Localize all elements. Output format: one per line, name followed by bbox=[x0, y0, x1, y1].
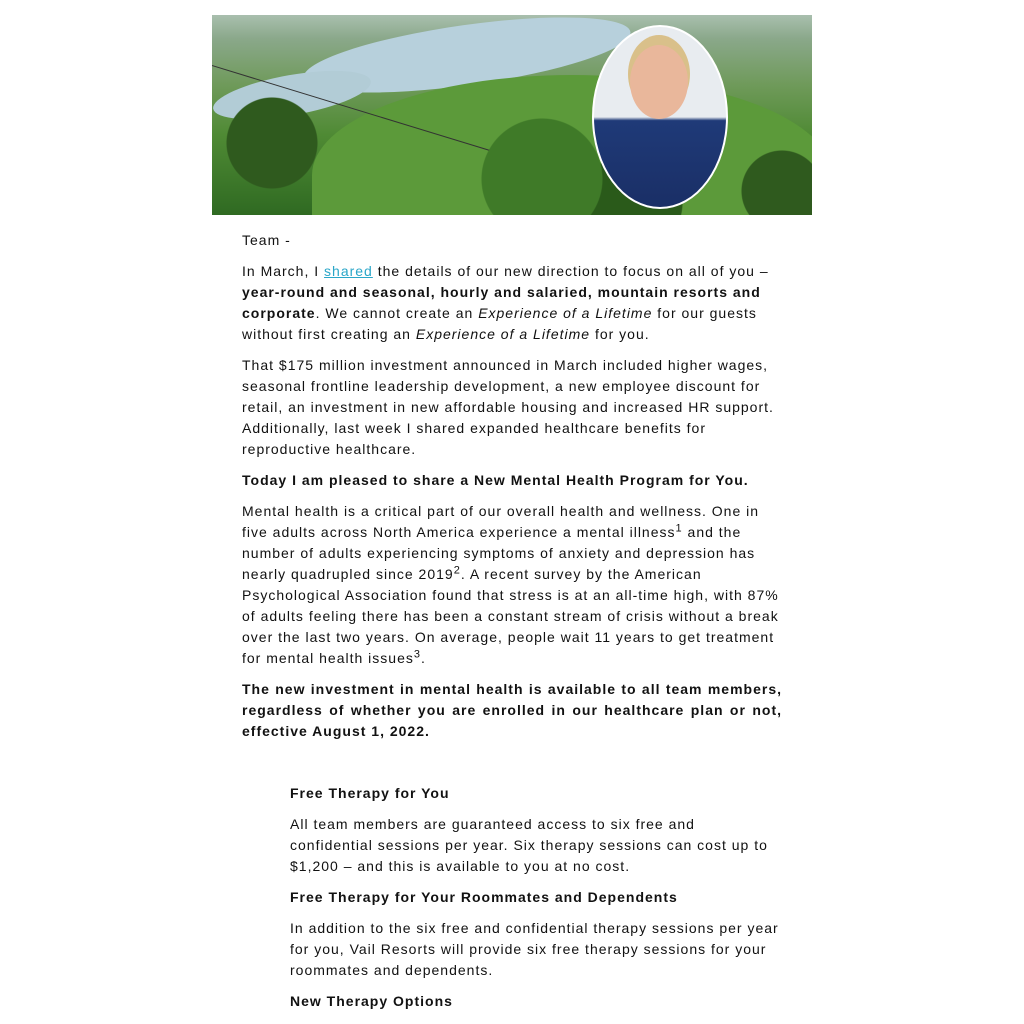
section-body: All team members are guaranteed access to six free and confidential sessions per year. Six therapy sessions can cost up to $1,200 – and this is available to you at no cost. bbox=[290, 816, 768, 874]
bold-text: year-round and seasonal, hourly and salaried, mountain resorts and corporate bbox=[242, 284, 761, 321]
text: for our guests without first creating an bbox=[242, 305, 757, 342]
text: the details of our new direction to focus on all of you – bbox=[372, 263, 769, 279]
text: Mental health is a critical part of our overall health and wellness. One in five adults across North America experience a mental illness bbox=[242, 503, 760, 540]
footnote-ref: 3 bbox=[413, 648, 421, 661]
section-body: In addition to the six free and confidential therapy sessions per year for you, Vail Resorts will provide six free therapy sessions for your roommates and dependents. bbox=[290, 920, 779, 978]
benefits-list bbox=[242, 783, 782, 1012]
bold-text: Free Therapy for You bbox=[290, 785, 450, 801]
footnote-ref: 2 bbox=[453, 564, 461, 577]
text: and the number of adults experiencing symptoms of anxiety and depression has nearly quadrupled since 2019 bbox=[242, 524, 756, 582]
paragraph-announcement bbox=[242, 470, 782, 491]
portrait-face bbox=[630, 45, 688, 119]
bold-text: New Therapy Options bbox=[290, 993, 453, 1009]
text: . A recent survey by the American Psychological Association found that stress is at an all-time high, with 87% of adults feeling there has been a constant stream of crisis without a break over the last two years. On average, people wait 11 years to get treatment for mental health issues bbox=[242, 566, 779, 666]
email-body bbox=[212, 15, 812, 1012]
paragraph-availability bbox=[242, 679, 782, 742]
shared-link[interactable]: shared bbox=[324, 263, 373, 279]
greeting: Team - bbox=[242, 232, 291, 248]
paragraph-intro bbox=[242, 261, 782, 345]
section-title bbox=[290, 991, 782, 1012]
ceo-portrait bbox=[592, 25, 728, 209]
text: In March, I bbox=[242, 263, 325, 279]
text: for you. bbox=[590, 326, 650, 342]
section-title bbox=[290, 783, 782, 804]
bold-text: Free Therapy for Your Roommates and Dependents bbox=[290, 889, 678, 905]
text: . We cannot create an bbox=[315, 305, 479, 321]
section-title bbox=[290, 887, 782, 908]
italic-text: Experience of a Lifetime bbox=[478, 305, 653, 321]
paragraph-mental-health bbox=[242, 501, 782, 669]
text: . bbox=[420, 650, 426, 666]
paragraph-investment: That $175 million investment announced in March included higher wages, seasonal frontline leadership development, a new employee discount for retail, an investment in new affordable housing and increased HR support. Additionally, last week I shared expanded healthcare benefits for reproductive healthcare. bbox=[242, 357, 774, 457]
bold-text: The new investment in mental health is available to all team members, regardless of whether you are enrolled in our healthcare plan or not, effective August 1, 2022. bbox=[242, 681, 782, 739]
header-banner-image bbox=[212, 15, 812, 215]
italic-text: Experience of a Lifetime bbox=[415, 326, 591, 342]
footnote-ref: 1 bbox=[675, 522, 683, 535]
bold-text: Today I am pleased to share a New Mental Health Program for You. bbox=[242, 472, 749, 488]
message-content bbox=[212, 215, 812, 1012]
